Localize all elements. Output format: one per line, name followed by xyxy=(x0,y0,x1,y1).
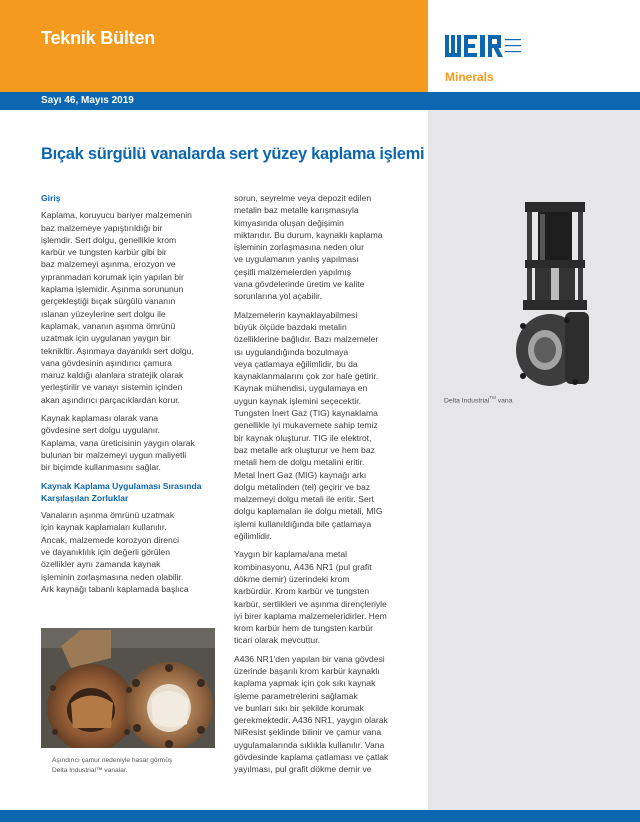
paragraph: Yaygın bir kaplama/ana metal kombinasyonu, A436 NR1 (pul grafit dökme demir) üzerindeki krom karbürdür. Krom karbür ve tungsten karbür, sertlikleri ve aşınma dirençleriyle iyi birer kaplama malzemeleridirler. Hem krom karbür hem de tungsten karbür ticari olarak mevcuttur. xyxy=(234,549,387,646)
text-column-2 xyxy=(234,192,422,782)
paragraph: Kaplama, koruyucu bariyer malzemenin baz malzemeye yapıştırıldığı bir işlemdir. Sert dolgu, genellikle krom karbür ve tungsten karbür gibi bir baz malzemeyi aşınma, erozyon ve yıpranmadan korumak için yapılan bir kaplama işlemidir. Aşınma sorununun gerçekleştiği bıçak sürgülü vananın ıslanan yüzeylerine sert dolgu ile kaplamak, vananın aşınma ömrünü uzatmak için uygulanan yaygın bir teknikltir. Aşınmaya dayanıklı sert dolgu, vana gövdesinin aşındırıcı çamura maruz kaldığı alanlara stratejik olarak yerleştirilir ve vanayı sistemin içinden akan aşındırıcı parçacıklardan korur. xyxy=(41,210,194,405)
paragraph: Vanaların aşınma ömrünü uzatmak için kaynak kaplamaları kullanılır. Ancak, malzemede korozyon direnci ve dayanıklılık için değerli görülen özellikler aynı zamanda kaynak işleminin zorlaşmasına neden olabilir. Ark kaynağı tabanlı kaplamada başlıca xyxy=(41,510,189,594)
valve-caption xyxy=(444,395,512,404)
logo-area xyxy=(428,0,640,92)
paragraph: Kaynak kaplaması olarak vana gövdesine sert dolgu uygulanır. Kaplama, vana üreticisinin yaygın olarak bulunan bir malzemeyi uygun maliyetli bir biçimde kullanmasını sağlar. xyxy=(41,413,195,473)
article-title: Bıçak sürgülü vanalarda sert yüzey kaplama işlemi xyxy=(41,145,425,163)
issue-band xyxy=(0,92,640,110)
issue-date: Sayı 46, Mayıs 2019 xyxy=(41,95,134,106)
footer-bar xyxy=(0,810,640,822)
weir-logo xyxy=(445,35,521,57)
paragraph: Malzemelerin kaynaklayabilmesi büyük ölçüde bazdaki metalin özelliklerine bağlıdır. Bazı malzemeler ısı uygulandığında bozulmaya veya çatlamaya eğilimlidir, bu da kaynaklanmalarını çok zor hale getirir. Kaynak mühendisi, uygulamaya en uygun kaynak işlemini seçecektir. Tungsten İnert Gaz (TIG) kaynaklama genellikle iyi mukavemete sahip temiz bir kaynak oluşturur. TIG ile elektrot, baz metalle ark oluşturur ve hem baz metali hem de dolgu metalini eritir. Metal İnert Gaz (MIG) kaynağı arkı dolgu metalinden (tel) geçirir ve baz malzemeyi dolgu metali ile eritir. Sert dolgu kaplamaları ile dolgu metali, MIG işlemi kullanıldığında bile çatlamaya eğilimlidir. xyxy=(234,309,383,542)
header-banner xyxy=(0,0,428,92)
section-heading: Kaynak Kaplama Uygulaması Sırasında Karşılaşılan Zorluklar xyxy=(41,480,202,503)
trademark-mark: TM xyxy=(489,395,496,400)
damaged-valves-photo xyxy=(41,628,215,748)
section-heading: Giriş xyxy=(41,193,61,203)
text-column-1 xyxy=(41,192,228,601)
valve-caption-end: vana xyxy=(495,397,513,405)
photo-caption: Aşındırıcı çamur nedeniyle hasar görmüş Delta Industrial™ vanalar. xyxy=(52,757,173,774)
valve-caption-text: Delta Industrial xyxy=(444,397,490,405)
valve-illustration xyxy=(505,200,605,390)
bulletin-title: Teknik Bülten xyxy=(41,28,156,48)
paragraph: A436 NR1'den yapılan bir vana gövdesi üzerinde başarılı krom karbür kaynaklı kaplama yapmak için çok sıkı kaynak işleme parametrelerini sağlamak ve bunları sıkı bir şekilde korumak gerekmektedir. A436 NR1, yaygın olarak NiResist şeklinde bilinir ve çamur vana uygulamalarında sıklıkla kullanılır. Vana gövdesinde kaplama çatlaması ve çatlak yayılması, pul grafit dökme demir ve xyxy=(234,653,389,775)
paragraph: sorun, seyrelme veya depozit edilen metalin baz metalle karışmasıyla kimyasında oluşan değişimin miktarıdır. Bu durum, kaynaklı kaplama işleminin zorlaşmasına neden olur ve uygulamanın yanlış yapılması çeşitli malzemelerden yapılmış vana gövdelerinde üretim ve kalite sorunlarına yol açabilir. xyxy=(234,193,383,302)
division-label: Minerals xyxy=(445,70,494,84)
